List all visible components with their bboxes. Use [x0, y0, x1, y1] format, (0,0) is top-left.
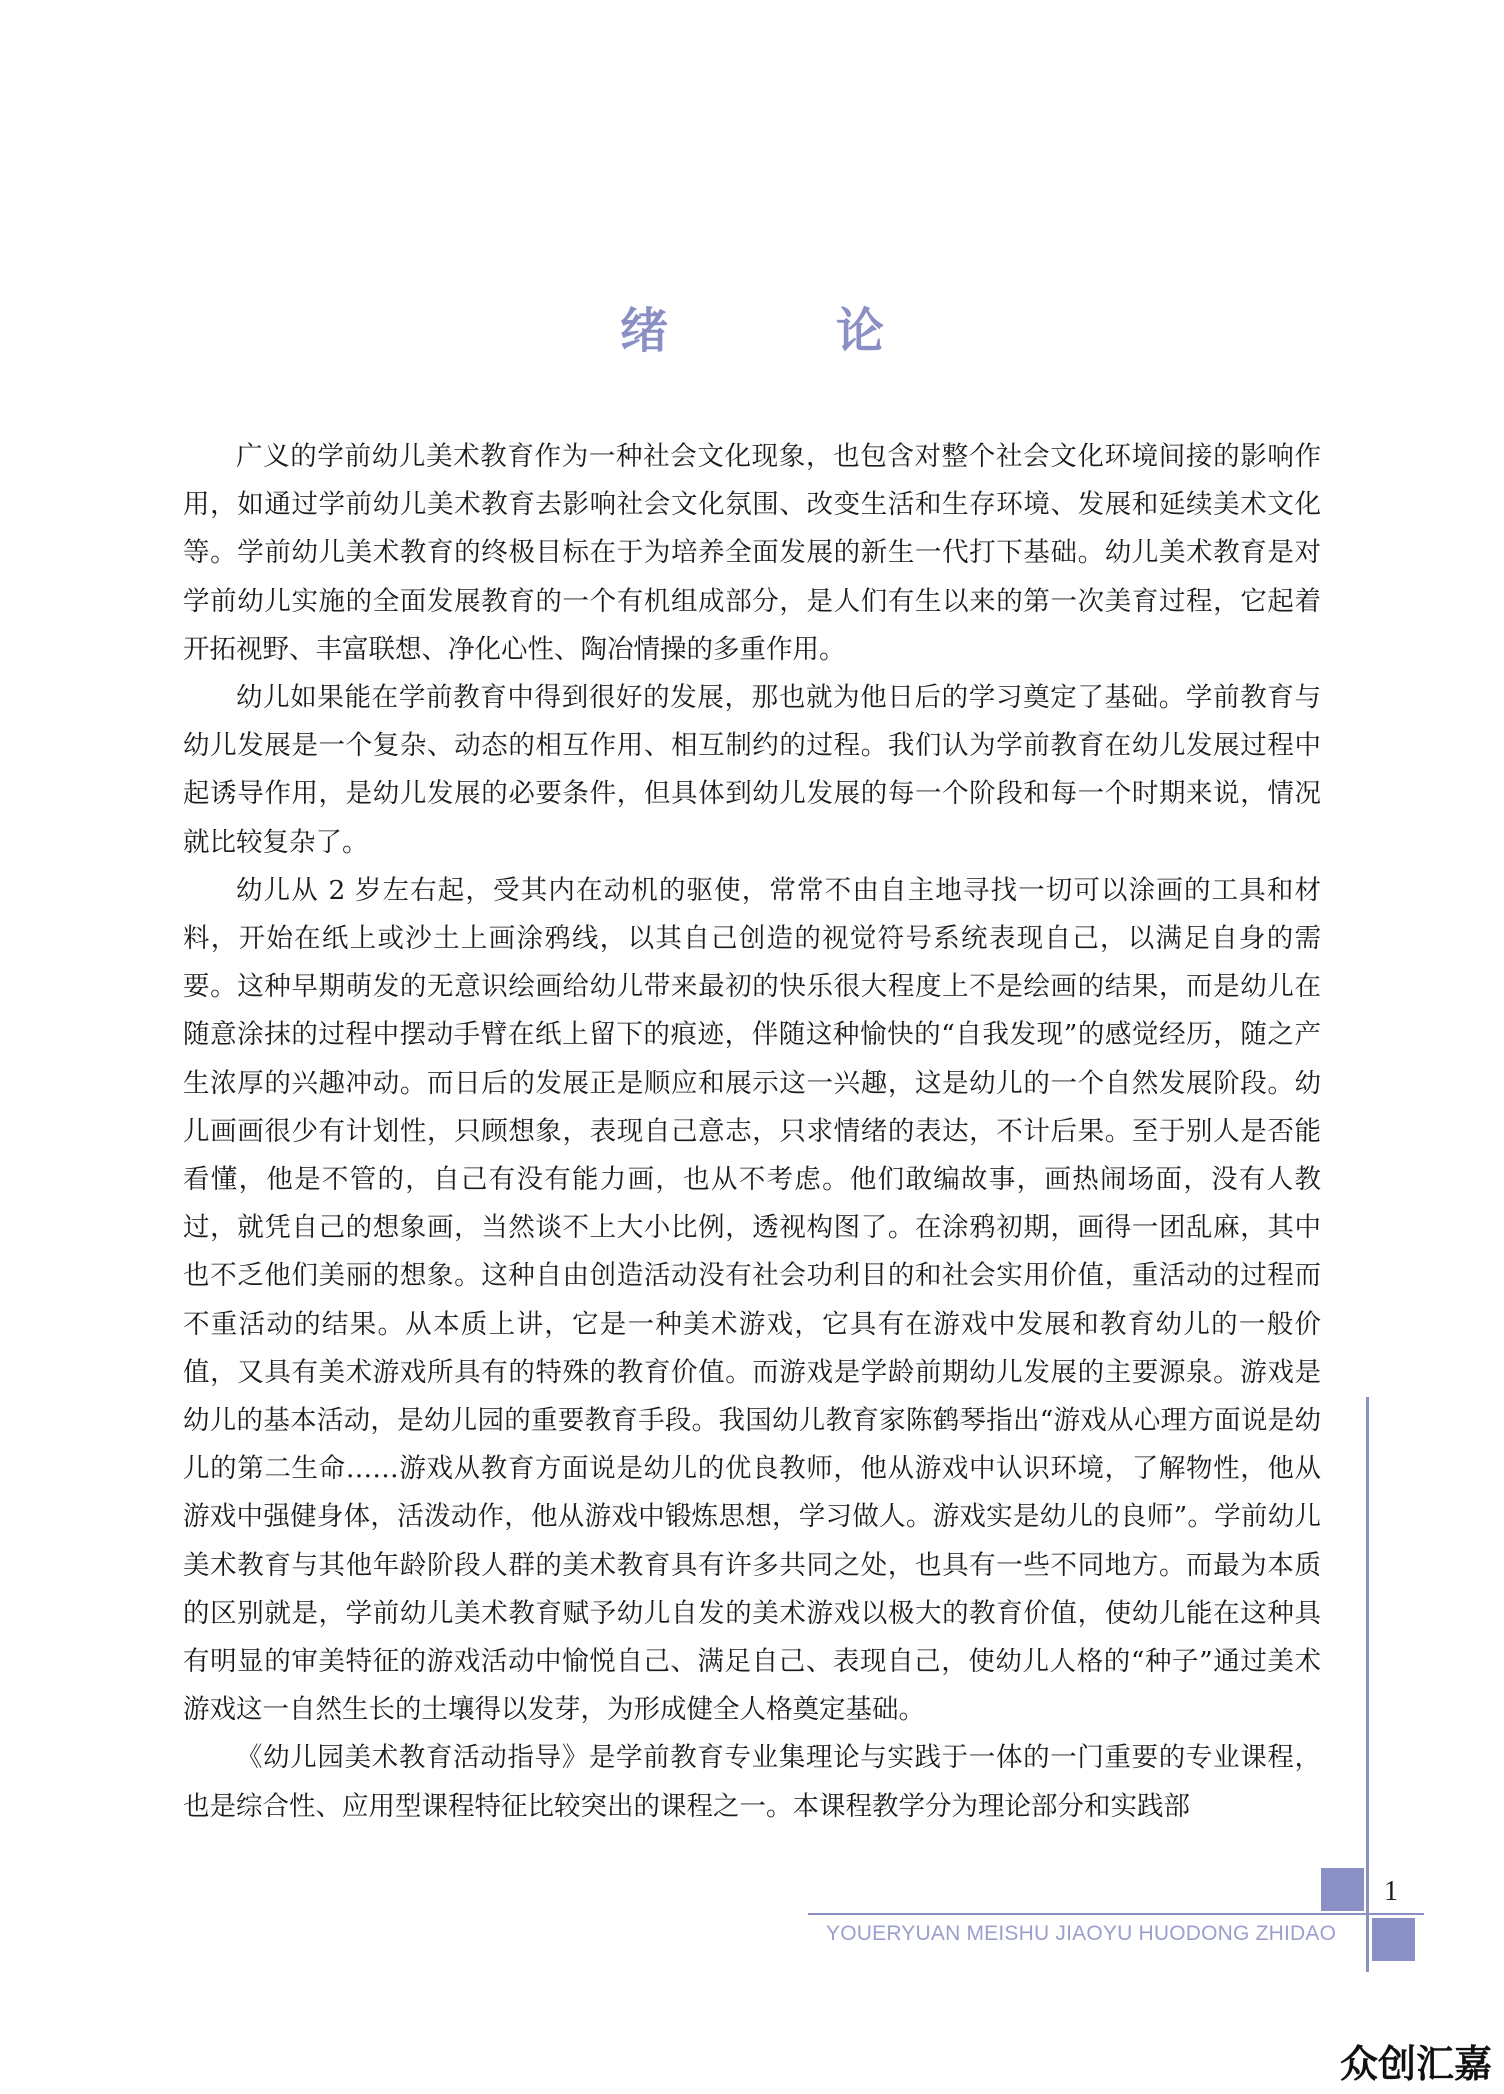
footer-vertical-line: [1366, 1397, 1369, 1972]
running-footer-title: YOUERYUAN MEISHU JIAOYU HUODONG ZHIDAO: [826, 1922, 1337, 1945]
footer-square-upper: [1321, 1868, 1364, 1911]
footer-horizontal-line: [808, 1913, 1424, 1915]
chapter-title: 绪 论: [619, 303, 944, 359]
paragraph: 《幼儿园美术教育活动指导》是学前教育专业集理论与实践于一体的一门重要的专业课程，也是综合性、应用型课程特征比较突出的课程之一。本课程教学分为理论部分和实践部: [183, 1742, 1321, 1822]
footer-square-lower: [1372, 1918, 1415, 1961]
paragraph: 幼儿如果能在学前教育中得到很好的发展，那也就为他日后的学习奠定了基础。学前教育与幼儿发展是一个复杂、动态的相互作用、相互制约的过程。我们认为学前教育在幼儿发展过程中起诱导作用，是幼儿发展的必要条件，但具体到幼儿发展的每一个阶段和每一个时期来说，情况就比较复杂了。: [183, 682, 1321, 858]
paragraph: 广义的学前幼儿美术教育作为一种社会文化现象，也包含对整个社会文化环境间接的影响作用，如通过学前幼儿美术教育去影响社会文化氛围、改变生活和生存环境、发展和延续美术文化等。学前幼儿美术教育的终极目标在于为培养全面发展的新生一代打下基础。幼儿美术教育是对学前幼儿实施的全面发展教育的一个有机组成部分，是人们有生以来的第一次美育过程，它起着开拓视野、丰富联想、净化心性、陶冶情操的多重作用。: [183, 441, 1321, 665]
watermark: 众创汇嘉: [1339, 2042, 1492, 2086]
page-number: 1: [1384, 1876, 1398, 1907]
body-text: [183, 433, 1321, 1831]
paragraph: 幼儿从 2 岁左右起，受其内在动机的驱使，常常不由自主地寻找一切可以涂画的工具和材料，开始在纸上或沙土上画涂鸦线，以其自己创造的视觉符号系统表现自己，以满足自身的需要。这种早期萌发的无意识绘画给幼儿带来最初的快乐很大程度上不是绘画的结果，而是幼儿在随意涂抹的过程中摆动手臂在纸上留下的痕迹，伴随这种愉快的“自我发现”的感觉经历，随之产生浓厚的兴趣冲动。而日后的发展正是顺应和展示这一兴趣，这是幼儿的一个自然发展阶段。幼儿画画很少有计划性，只顾想象，表现自己意志，只求情绪的表达，不计后果。至于别人是否能看懂，他是不管的，自己有没有能力画，也从不考虑。他们敢编故事，画热闹场面，没有人教过，就凭自己的想象画，当然谈不上大小比例，透视构图了。在涂鸦初期，画得一团乱麻，其中也不乏他们美丽的想象。这种自由创造活动没有社会功利目的和社会实用价值，重活动的过程而不重活动的结果。从本质上讲，它是一种美术游戏，它具有在游戏中发展和教育幼儿的一般价值，又具有美术游戏所具有的特殊的教育价值。而游戏是学龄前期幼儿发展的主要源泉。游戏是幼儿的基本活动，是幼儿园的重要教育手段。我国幼儿教育家陈鹤琴指出“游戏从心理方面说是幼儿的第二生命……游戏从教育方面说是幼儿的优良教师，他从游戏中认识环境，了解物性，他从游戏中强健身体，活泼动作，他从游戏中锻炼思想，学习做人。游戏实是幼儿的良师”。学前幼儿美术教育与其他年龄阶段人群的美术教育具有许多共同之处，也具有一些不同地方。而最为本质的区别就是，学前幼儿美术教育赋予幼儿自发的美术游戏以极大的教育价值，使幼儿能在这种具有明显的审美特征的游戏活动中愉悦自己、满足自己、表现自己，使幼儿人格的“种子”通过美术游戏这一自然生长的土壤得以发芽，为形成健全人格奠定基础。: [183, 874, 1321, 1726]
